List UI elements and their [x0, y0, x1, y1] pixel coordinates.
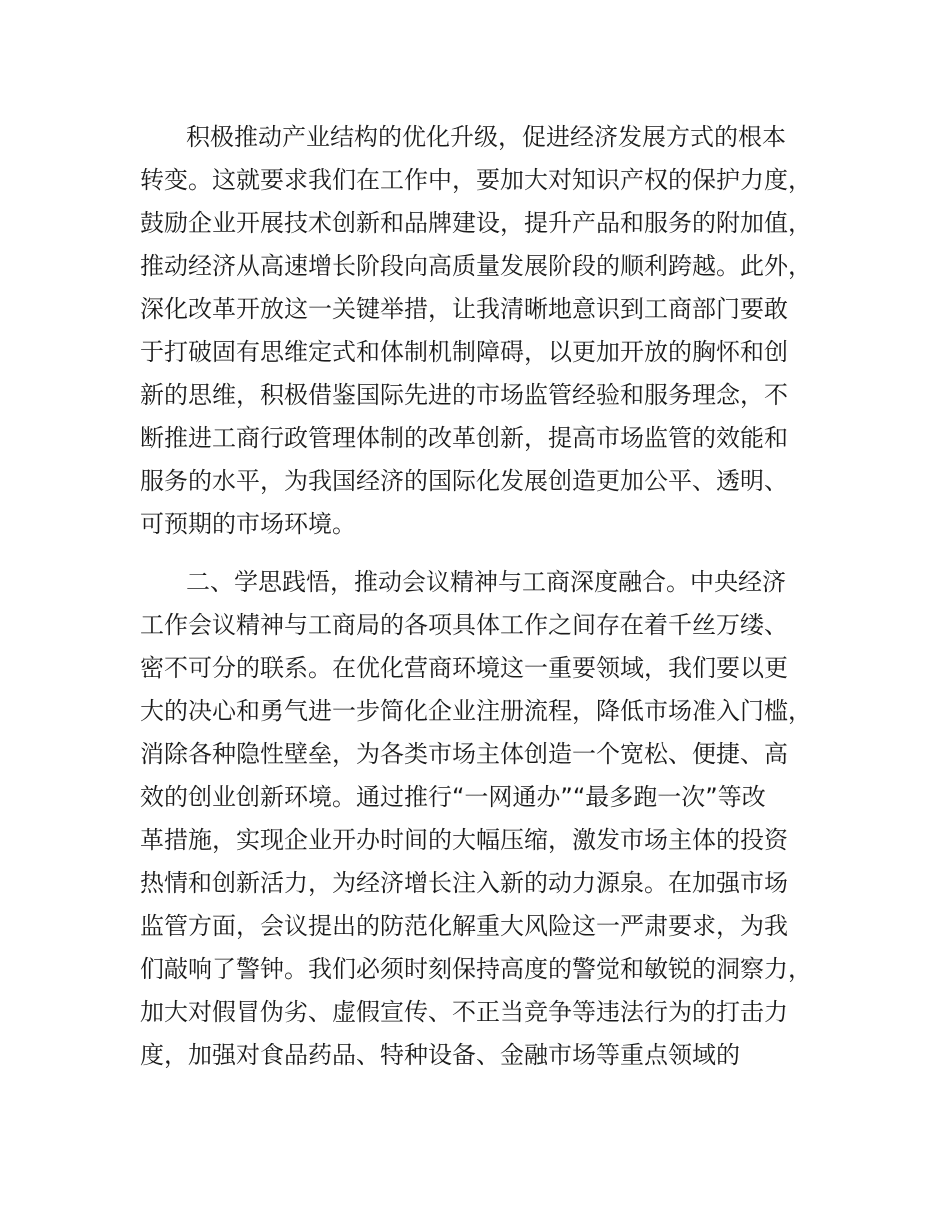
- paragraph-1-line-10: 可预期的市场环境。: [140, 510, 356, 538]
- paragraph-1-line-1: 积极推动产业结构的优化升级，促进经济发展方式的根本: [186, 123, 786, 151]
- paragraph-1-line-7: 新的思维，积极借鉴国际先进的市场监管经验和服务理念，不: [140, 381, 788, 409]
- paragraph-1-line-9: 服务的水平，为我国经济的国际化发展创造更加公平、透明、: [140, 467, 788, 495]
- paragraph-1-line-8: 断推进工商行政管理体制的改革创新，提高市场监管的效能和: [140, 424, 788, 452]
- paragraph-1-line-2: 转变。这就要求我们在工作中，要加大对知识产权的保护力度，: [140, 166, 812, 194]
- paragraph-2-line-7: 革措施，实现企业开办时间的大幅压缩，激发市场主体的投资: [140, 826, 788, 854]
- paragraph-1-line-3: 鼓励企业开展技术创新和品牌建设，提升产品和服务的附加值，: [140, 209, 812, 237]
- paragraph-2-line-4: 大的决心和勇气进一步简化企业注册流程，降低市场准入门槛，: [140, 697, 812, 725]
- paragraph-1-line-6: 于打破固有思维定式和体制机制障碍，以更加开放的胸怀和创: [140, 338, 788, 366]
- paragraph-2-line-10: 们敲响了警钟。我们必须时刻保持高度的警觉和敏锐的洞察力，: [140, 955, 812, 983]
- paragraph-2-line-11: 加大对假冒伪劣、虚假宣传、不正当竞争等违法行为的打击力: [140, 998, 788, 1026]
- paragraph-2-line-1: 二、学思践悟，推动会议精神与工商深度融合。中央经济: [186, 568, 786, 596]
- paragraph-1-line-5: 深化改革开放这一关键举措，让我清晰地意识到工商部门要敢: [140, 295, 788, 323]
- paragraph-2-line-9: 监管方面，会议提出的防范化解重大风险这一严肃要求，为我: [140, 912, 788, 940]
- paragraph-2-line-12: 度，加强对食品药品、特种设备、金融市场等重点领域的: [140, 1041, 740, 1069]
- paragraph-2-line-2: 工作会议精神与工商局的各项具体工作之间存在着千丝万缕、: [140, 611, 788, 639]
- paragraph-2-line-5: 消除各种隐性壁垒，为各类市场主体创造一个宽松、便捷、高: [140, 740, 788, 768]
- paragraph-2-line-6: 效的创业创新环境。通过推行“一网通办”“最多跑一次”等改: [140, 783, 766, 811]
- paragraph-2-line-8: 热情和创新活力，为经济增长注入新的动力源泉。在加强市场: [140, 869, 788, 897]
- paragraph-2-line-3: 密不可分的联系。在优化营商环境这一重要领域，我们要以更: [140, 654, 788, 682]
- paragraph-1-line-4: 推动经济从高速增长阶段向高质量发展阶段的顺利跨越。此外，: [140, 252, 812, 280]
